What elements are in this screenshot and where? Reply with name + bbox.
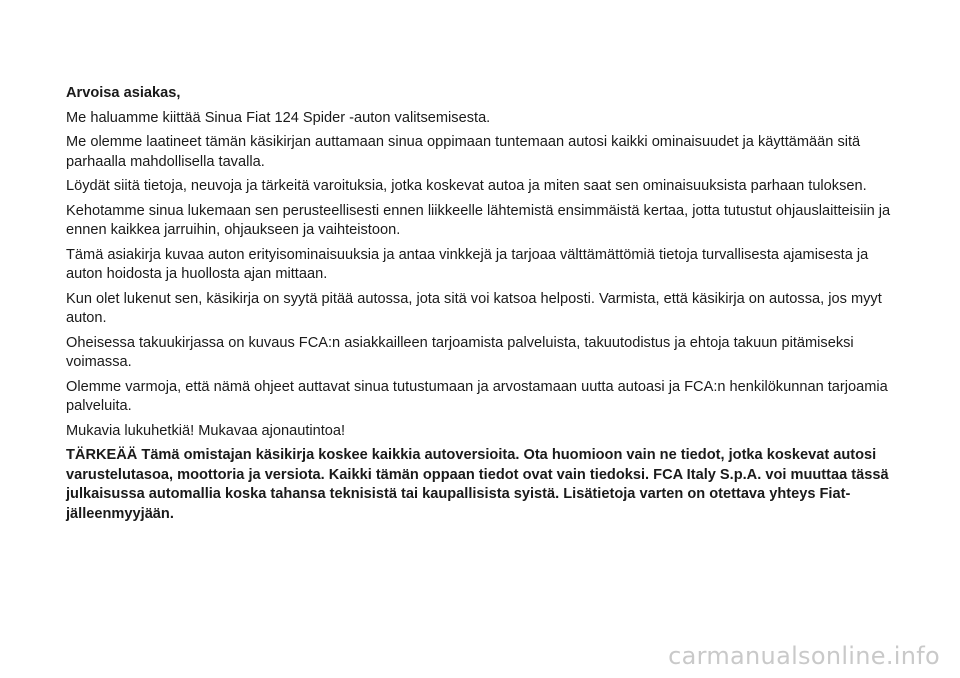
site-watermark: carmanualsonline.info bbox=[668, 642, 940, 670]
paragraph-confidence: Olemme varmoja, että nämä ohjeet auttavat sinua tutustumaan ja arvostamaan uutta autoasi ja FCA:n henkilökunnan tarjoamia palveluita. bbox=[66, 378, 888, 414]
greeting-heading: Arvoisa asiakas, bbox=[66, 85, 181, 101]
paragraph-document-scope: Tämä asiakirja kuvaa auton erityisominaisuuksia ja antaa vinkkejä ja tarjoaa välttämättömiä tietoja turvallisesta ajamisesta ja auton hoidosta ja huollosta ajan mittaan. bbox=[66, 246, 869, 282]
manual-page bbox=[66, 84, 896, 524]
paragraph-contents: Löydät siitä tietoja, neuvoja ja tärkeitä varoituksia, jotka koskevat autoa ja miten saat sen ominaisuuksista parhaan tuloksen. bbox=[66, 178, 867, 194]
paragraph-thanks: Me haluamme kiittää Sinua Fiat 124 Spider -auton valitsemisesta. bbox=[66, 109, 491, 126]
paragraph-keep-in-car: Kun olet lukenut sen, käsikirja on syytä pitää autossa, jota sitä voi katsoa helposti. Varmista, että käsikirja on autossa, jos myyt auton. bbox=[66, 290, 882, 326]
paragraph-purpose: Me olemme laatineet tämän käsikirjan auttamaan sinua oppimaan tuntemaan autosi kaikki ominaisuudet ja käyttämään sitä parhaalla mahdollisella tavalla. bbox=[66, 134, 861, 170]
paragraph-closing: Mukavia lukuhetkiä! Mukavaa ajonautintoa! bbox=[66, 422, 346, 439]
important-notice: TÄRKEÄÄ Tämä omistajan käsikirja koskee kaikkia autoversioita. Ota huomioon vain ne tiedot, jotka koskevat autosi varustelutasoa, moottoria ja versiota. Kaikki tämän oppaan tiedot ovat vain tiedoksi. FCA Italy S.p.A. voi muuttaa tässä julkaisussa automallia koska tahansa teknisistä tai kaupallisista syistä. Lisätietoja varten on otettava yhteys Fiat-jälleenmyyjään. bbox=[66, 447, 889, 522]
paragraph-warranty: Oheisessa takuukirjassa on kuvaus FCA:n asiakkailleen tarjoamista palveluista, takuutodistus ja ehtoja takuun pitämiseksi voimassa. bbox=[66, 334, 854, 370]
paragraph-read-before-driving: Kehotamme sinua lukemaan sen perusteellisesti ennen liikkeelle lähtemistä ensimmäistä kertaa, jotta tutustut ohjauslaitteisiin ja ennen kaikkea jarruihin, ohjaukseen ja vaihteistoon. bbox=[66, 202, 891, 238]
